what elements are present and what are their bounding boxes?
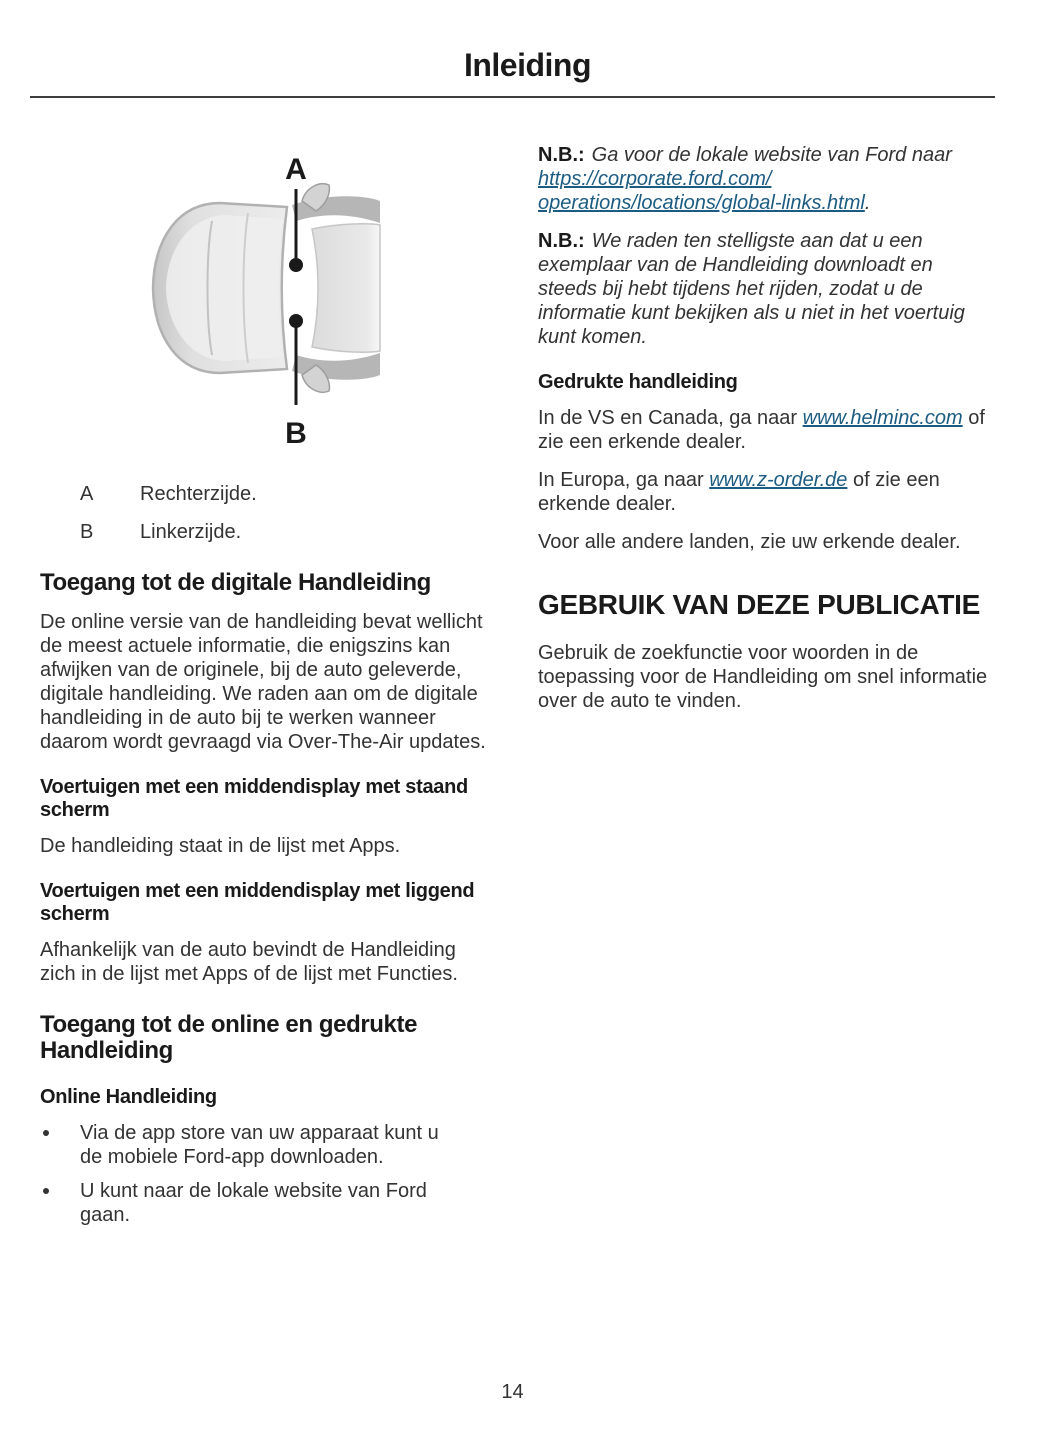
para-text: In Europa, ga naar xyxy=(538,469,710,491)
z-order-link[interactable]: www.z-order.de xyxy=(709,469,848,491)
para-us-canada xyxy=(538,406,990,454)
note-text-after-link: . xyxy=(864,192,871,214)
title-divider xyxy=(30,96,995,98)
bullet-text: U kunt naar de lokale website van Ford gaan. xyxy=(80,1180,427,1226)
note-download-manual xyxy=(538,229,990,349)
right-column xyxy=(538,143,990,1237)
para-portrait-display: De handleiding staat in de lijst met Apps. xyxy=(40,835,401,857)
list-item xyxy=(40,1179,460,1227)
subheading-portrait-display: Voertuigen met een middendisplay met staand scherm xyxy=(40,776,468,821)
page-title: Inleiding xyxy=(463,47,592,83)
left-column xyxy=(40,143,492,1237)
subheading-printed-manual: Gedrukte handleiding xyxy=(538,371,738,393)
para-landscape-display: Afhankelijk van de auto bevindt de Handleiding zich in de lijst met Apps of de lijst met Functies. xyxy=(40,939,458,985)
para-usage-publication: Gebruik de zoekfunctie voor woorden in de toepassing voor de Handleiding om snel informatie over de auto te vinden. xyxy=(538,642,988,712)
bullet-dot xyxy=(43,1188,49,1194)
legend-row-a xyxy=(80,482,492,506)
corporate-ford-link[interactable] xyxy=(538,168,865,214)
note-text-before-link: Ga voor de lokale website van Ford naar xyxy=(591,144,952,166)
para-text: In de VS en Canada, ga naar xyxy=(538,407,803,429)
list-item xyxy=(40,1121,460,1169)
callout-dot-a xyxy=(289,258,303,272)
legend-row-b xyxy=(80,520,492,544)
callout-label-a: A xyxy=(285,153,307,186)
para-text: of zie een erkende dealer. xyxy=(538,469,940,515)
bullet-dot xyxy=(43,1130,49,1136)
note-label: N.B.: xyxy=(538,230,585,252)
note-local-website xyxy=(538,143,990,215)
note-label: N.B.: xyxy=(538,144,585,166)
bullet-text: Via de app store van uw apparaat kunt u de mobiele Ford-app downloaden. xyxy=(80,1122,439,1168)
para-text: of zie een erkende dealer. xyxy=(538,407,985,453)
car-figure xyxy=(40,143,492,466)
subheading-landscape-display: Voertuigen met een middendisplay met liggend scherm xyxy=(40,880,475,925)
legend-desc-b: Linkerzijde. xyxy=(140,521,242,543)
legend-desc-a: Rechterzijde. xyxy=(140,483,257,505)
figure-legend xyxy=(80,482,492,544)
subheading-online-manual: Online Handleiding xyxy=(40,1086,217,1108)
helminc-link[interactable]: www.helminc.com xyxy=(802,407,963,429)
callout-dot-b xyxy=(289,314,303,328)
car-hood-highlight xyxy=(166,215,283,361)
callout-label-b: B xyxy=(285,417,307,450)
heading-digital-manual-access: Toegang tot de digitale Handleiding xyxy=(40,569,431,596)
heading-online-printed-access: Toegang tot de online en gedrukte Handleiding xyxy=(40,1011,418,1064)
legend-key-a: A xyxy=(80,483,94,505)
para-other-countries: Voor alle andere landen, zie uw erkende dealer. xyxy=(538,531,961,553)
heading-usage-publication: GEBRUIK VAN DEZE PUBLICATIE xyxy=(538,589,980,620)
para-digital-manual: De online versie van de handleiding bevat wellicht de meest actuele informatie, die enigszins kan afwijken van de originele, bij de auto geleverde, digitale handleiding. We raden aan om de digitale handleiding in de auto bij te werken wanneer daarom wordt gevraagd via Over-The-Air updates. xyxy=(40,611,486,753)
car-top-view-illustration xyxy=(40,143,492,461)
two-column-layout xyxy=(0,143,1055,1237)
car-roof-shape xyxy=(312,224,380,352)
para-europe xyxy=(538,468,990,516)
page-number: 14 xyxy=(501,1381,524,1403)
online-manual-bullet-list xyxy=(40,1121,492,1227)
legend-key-b: B xyxy=(80,521,94,543)
note-text: We raden ten stelligste aan dat u een exemplaar van de Handleiding downloadt en steeds bij hebt tijdens het rijden, zodat u de informatie kunt bekijken als u niet in het voertuig kunt komen. xyxy=(538,230,965,348)
link-segment: https://corporate.ford.com/ xyxy=(538,168,772,190)
link-segment: operations/locations/global-links.html xyxy=(538,192,865,214)
